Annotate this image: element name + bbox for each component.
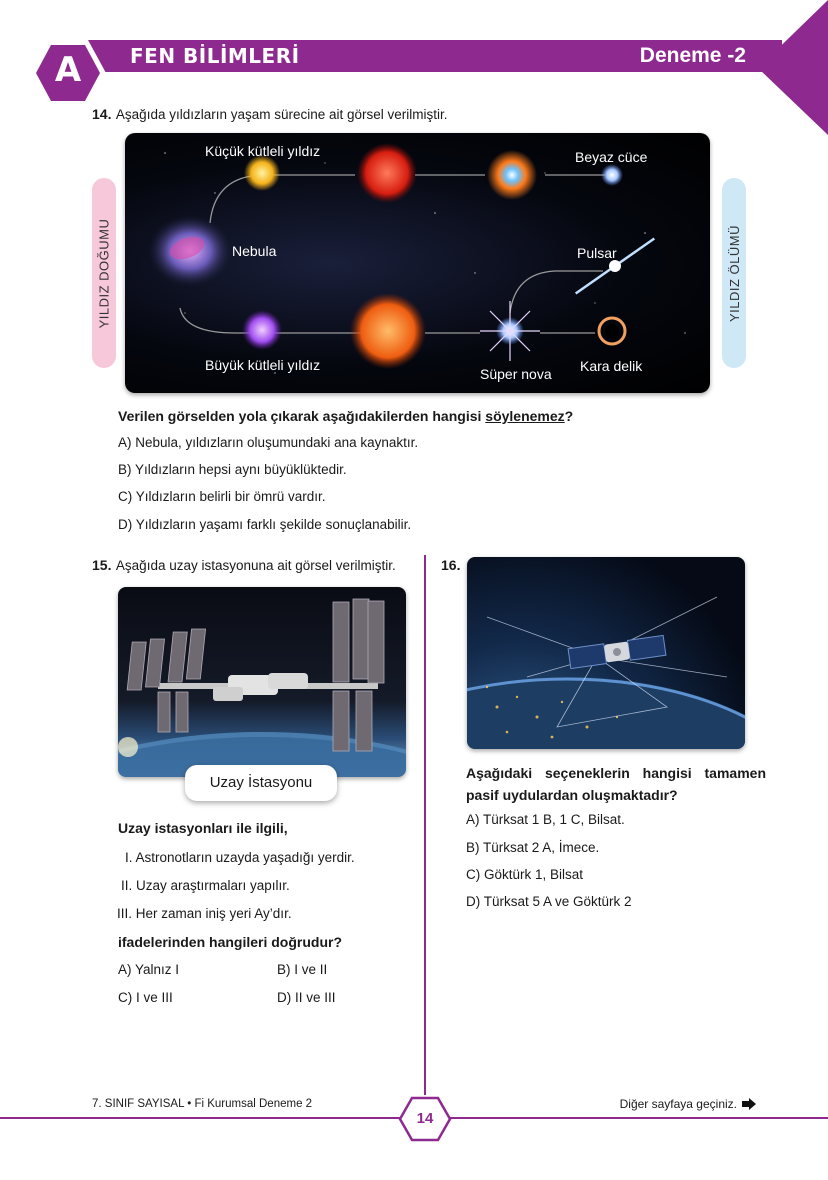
subject-title: FEN BİLİMLERİ — [130, 44, 300, 68]
space-station-illustration — [118, 587, 406, 777]
star-death-band — [722, 178, 746, 368]
next-page-text: Diğer sayfaya geçiniz. — [619, 1097, 737, 1111]
next-page-hint[interactable] — [620, 1097, 756, 1111]
prompt-text: Verilen görselden yola çıkarak aşağıdakilerden hangisi — [118, 408, 486, 424]
q15-option-c[interactable]: C) I ve III — [118, 990, 173, 1005]
label-nebula: Nebula — [232, 243, 277, 259]
question-stem: Aşağıda uzay istasyonuna ait görsel verilmiştir. — [115, 558, 396, 573]
q14-option-c[interactable]: C) Yıldızların belirli bir ömrü vardır. — [118, 489, 326, 504]
q14-option-a[interactable]: A) Nebula, yıldızların oluşumundaki ana kaynaktır. — [118, 435, 419, 450]
q16-option-a[interactable]: A) Türksat 1 B, 1 C, Bilsat. — [466, 812, 625, 827]
satellite-illustration — [467, 557, 745, 749]
label-small-star: Küçük kütleli yıldız — [205, 143, 321, 159]
prompt-underlined: söylenemez — [485, 408, 565, 424]
label-white-dwarf: Beyaz cüce — [575, 149, 648, 165]
question-16-number: 16. — [441, 557, 461, 573]
label-supernova: Süper nova — [480, 366, 552, 382]
question-number: 15. — [92, 557, 112, 573]
question-15-lead: Uzay istasyonları ile ilgili, — [118, 820, 288, 836]
label-black-hole: Kara delik — [580, 358, 643, 374]
q16-option-d[interactable]: D) Türksat 5 A ve Göktürk 2 — [466, 894, 632, 909]
booklet-letter: A — [54, 50, 82, 90]
star-birth-band — [92, 178, 116, 368]
statement-1: I. Astronotların uzayda yaşadığı yerdir. — [125, 850, 355, 865]
question-14-header — [92, 106, 448, 124]
q15-option-a[interactable]: A) Yalnız I — [118, 962, 180, 977]
label-massive-star: Büyük kütleli yıldız — [205, 357, 321, 373]
question-14-prompt — [118, 408, 573, 424]
column-divider — [424, 555, 426, 1095]
label-pulsar: Pulsar — [577, 245, 617, 261]
star-lifecycle-illustration — [125, 133, 710, 393]
q14-option-b[interactable]: B) Yıldızların hepsi aynı büyüklüktedir. — [118, 462, 347, 477]
statement-3: III. Her zaman iniş yeri Ay’dır. — [117, 906, 292, 921]
arrow-right-icon — [742, 1098, 756, 1110]
question-stem: Aşağıda yıldızların yaşam sürecine ait görsel verilmiştir. — [115, 107, 448, 122]
q15-option-d[interactable]: D) II ve III — [277, 990, 336, 1005]
q14-option-d[interactable]: D) Yıldızların yaşamı farklı şekilde sonuçlanabilir. — [118, 517, 412, 532]
question-15-question: ifadelerinden hangileri doğrudur? — [118, 934, 343, 950]
space-station-image — [118, 587, 406, 777]
footer-booklet-info: 7. SINIF SAYISAL • Fi Kurumsal Deneme 2 — [92, 1098, 313, 1110]
page-number: 14 — [416, 1110, 434, 1127]
q16-option-b[interactable]: B) Türksat 2 A, İmece. — [466, 840, 600, 855]
statement-2: II. Uzay araştırmaları yapılır. — [121, 878, 290, 893]
exam-title: Deneme -2 — [639, 44, 746, 67]
star-lifecycle-image — [125, 133, 710, 393]
question-16-prompt: Aşağıdaki seçeneklerin hangisi tamamen pasif uydulardan oluşmaktadır? — [466, 765, 766, 803]
q16-option-c[interactable]: C) Göktürk 1, Bilsat — [466, 867, 584, 882]
space-station-caption: Uzay İstasyonu — [185, 765, 337, 801]
question-15-header — [92, 557, 396, 575]
q15-option-b[interactable]: B) I ve II — [277, 962, 328, 977]
prompt-mark: ? — [564, 408, 574, 424]
star-death-label: YILDIZ ÖLÜMÜ — [726, 224, 742, 322]
satellite-image — [467, 557, 745, 749]
question-number: 14. — [92, 106, 112, 122]
star-birth-label: YILDIZ DOĞUMU — [96, 218, 112, 328]
